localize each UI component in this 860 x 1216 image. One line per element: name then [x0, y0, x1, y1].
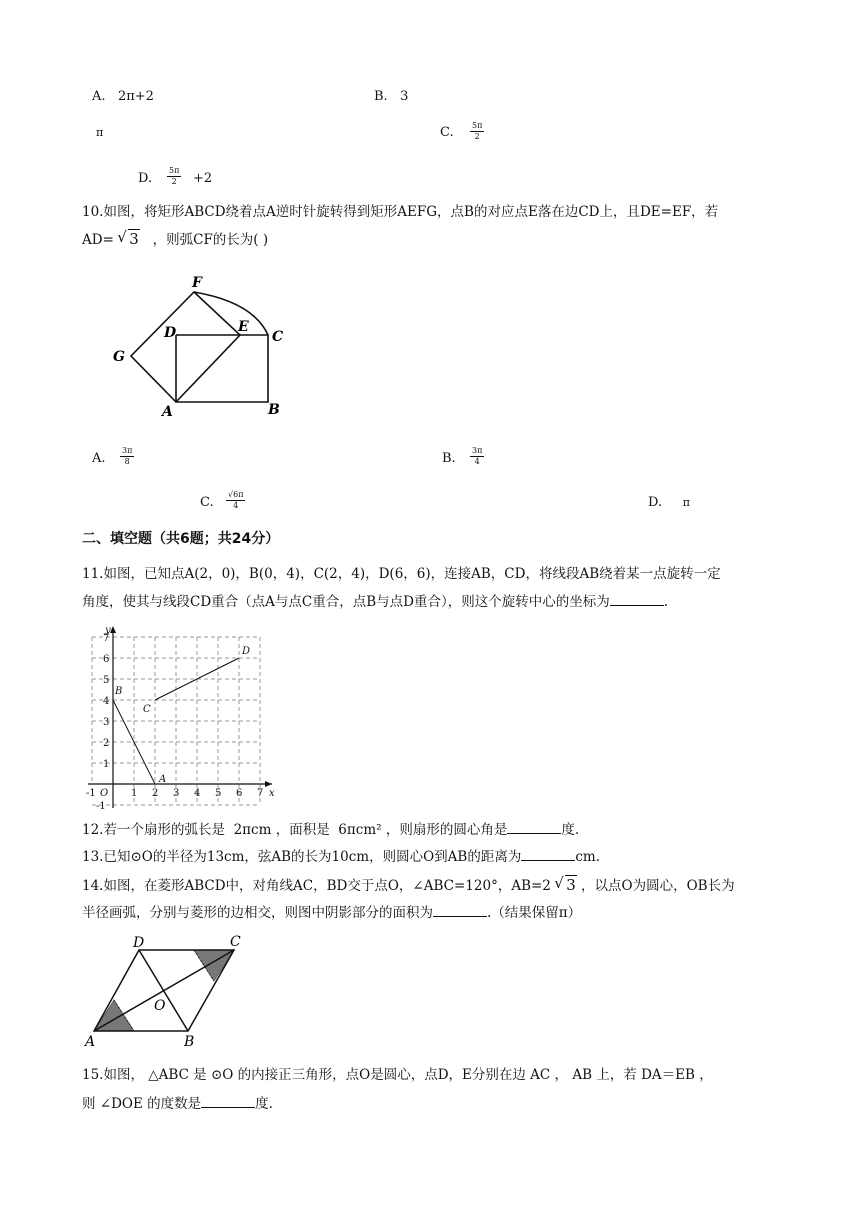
answer-blank [433, 902, 487, 917]
section-title: 二、填空题（共6题；共24分） [82, 531, 280, 547]
y-tick-neg1: -1 [96, 801, 106, 812]
q15-text-line2: 则 ∠DOE 的度数是 度. [82, 1092, 273, 1116]
x-tick-7: 7 [257, 788, 264, 799]
q10-option-d: D. π [648, 495, 690, 510]
q10-option-a: A. [92, 451, 106, 466]
q14-text-line1: 14.如图，在菱形ABCD中，对角线AC，BD交于点O，∠ABC=120°，AB=2 √ 3 ，以点O为圆心，OB长为 [82, 873, 735, 898]
sqrt-symbol: √ 3 [555, 873, 577, 897]
x-tick-6: 6 [236, 788, 243, 799]
q9-option-d: D. [138, 171, 153, 186]
label-O: O [154, 998, 166, 1014]
q12-text: 12.若一个扇形的弧长是 2πcm ，面积是 6πcm² ，则扇形的圆心角是 度. [82, 818, 579, 842]
answer-blank [521, 846, 575, 861]
x-tick-2: 2 [152, 788, 159, 799]
label-F: F [192, 275, 202, 291]
q10-option-b-fraction: $\frac{3\pi}{4}$ [472, 446, 483, 466]
label-E: E [238, 319, 249, 335]
q9-option-b [374, 88, 408, 106]
q9-option-d-fraction: $\frac{5\pi}{2}$ [169, 166, 180, 186]
label-D: D [133, 935, 145, 951]
q14-text-line2: 半径画弧，分别与菱形的边相交，则图中阴影部分的面积为 .（结果保留π） [82, 901, 581, 925]
q10-option-b: B. [442, 451, 456, 466]
q10-option-a-fraction: $\frac{3\pi}{8}$ [122, 446, 133, 466]
label-D: D [164, 325, 177, 341]
sqrt-symbol: √ 3 [118, 227, 140, 251]
label-A: A [85, 1034, 96, 1048]
option-text: 2π+2 [117, 89, 154, 104]
q10-text-line1: 10.如图，将矩形ABCD绕着点A逆时针旋转得到矩形AEFG，点B的对应点E落在边CD上，且DE=EF，若 [82, 204, 719, 220]
answer-blank [507, 819, 561, 834]
x-tick-5: 5 [215, 788, 222, 799]
x-axis-label: x [269, 788, 275, 799]
q9-option-b-continued: π [96, 126, 104, 139]
option-label: B. [374, 89, 388, 104]
label-C: C [272, 329, 284, 345]
y-tick-4: 4 [103, 696, 110, 707]
label-A: A [162, 404, 173, 420]
q9-option-c: C. [440, 125, 454, 140]
y-tick-7: 7 [103, 633, 110, 644]
label-B: B [184, 1034, 195, 1048]
y-tick-1: 1 [103, 759, 110, 770]
label-C: C [230, 934, 241, 950]
y-tick-5: 5 [103, 675, 110, 686]
x-tick-neg1: -1 [86, 788, 96, 799]
x-tick-3: 3 [173, 788, 180, 799]
q10-rectangle-figure [108, 268, 288, 428]
q11-text-line1: 11.如图，已知点A(2，0)，B(0，4)，C(2，4)，D(6，6)，连接AB，CD，将线段AB绕着某一点旋转一定 [82, 566, 721, 582]
q9-option-c-fraction: $\frac{5\pi}{2}$ [472, 121, 483, 141]
q9-option-a [92, 88, 154, 106]
label-B: B [268, 402, 280, 418]
answer-blank [610, 591, 664, 606]
q14-rhombus-figure [82, 928, 252, 1048]
point-C-label: C [143, 704, 151, 715]
answer-blank [201, 1093, 255, 1108]
q10-option-c: C. [200, 495, 214, 510]
point-D-label: D [242, 646, 251, 657]
x-tick-1: 1 [131, 788, 138, 799]
point-A-label: A [159, 774, 167, 785]
option-label: A. [92, 89, 106, 104]
y-axis-label: y [105, 625, 111, 636]
x-tick-4: 4 [194, 788, 201, 799]
y-tick-6: 6 [103, 654, 110, 665]
q10-text-line2: AD= √ 3 ，则弧CF的长为( ) [82, 227, 268, 252]
point-B-label: B [115, 686, 123, 697]
q11-coordinate-grid [82, 622, 282, 812]
q15-text-line1: 15.如图， △ABC 是 ⊙O 的内接正三角形，点O是圆心，点D，E分别在边 AC ， AB 上，若 DA＝EB ， [82, 1067, 713, 1083]
origin-label: O [100, 788, 109, 799]
y-tick-2: 2 [103, 738, 110, 749]
q10-option-c-fraction: $\frac{√6\pi}{4}$ [228, 490, 244, 510]
y-tick-3: 3 [103, 717, 110, 728]
q13-text: 13.已知⊙O的半径为13cm，弦AB的长为10cm，则圆心O到AB的距离为 cm. [82, 845, 600, 869]
q11-text-line2: 角度，使其与线段CD重合（点A与点C重合，点B与点D重合），则这个旋转中心的坐标为 . [82, 590, 668, 614]
option-text: 3 [400, 89, 409, 104]
q9-option-d-tail: +2 [193, 171, 213, 186]
label-G: G [113, 349, 125, 365]
